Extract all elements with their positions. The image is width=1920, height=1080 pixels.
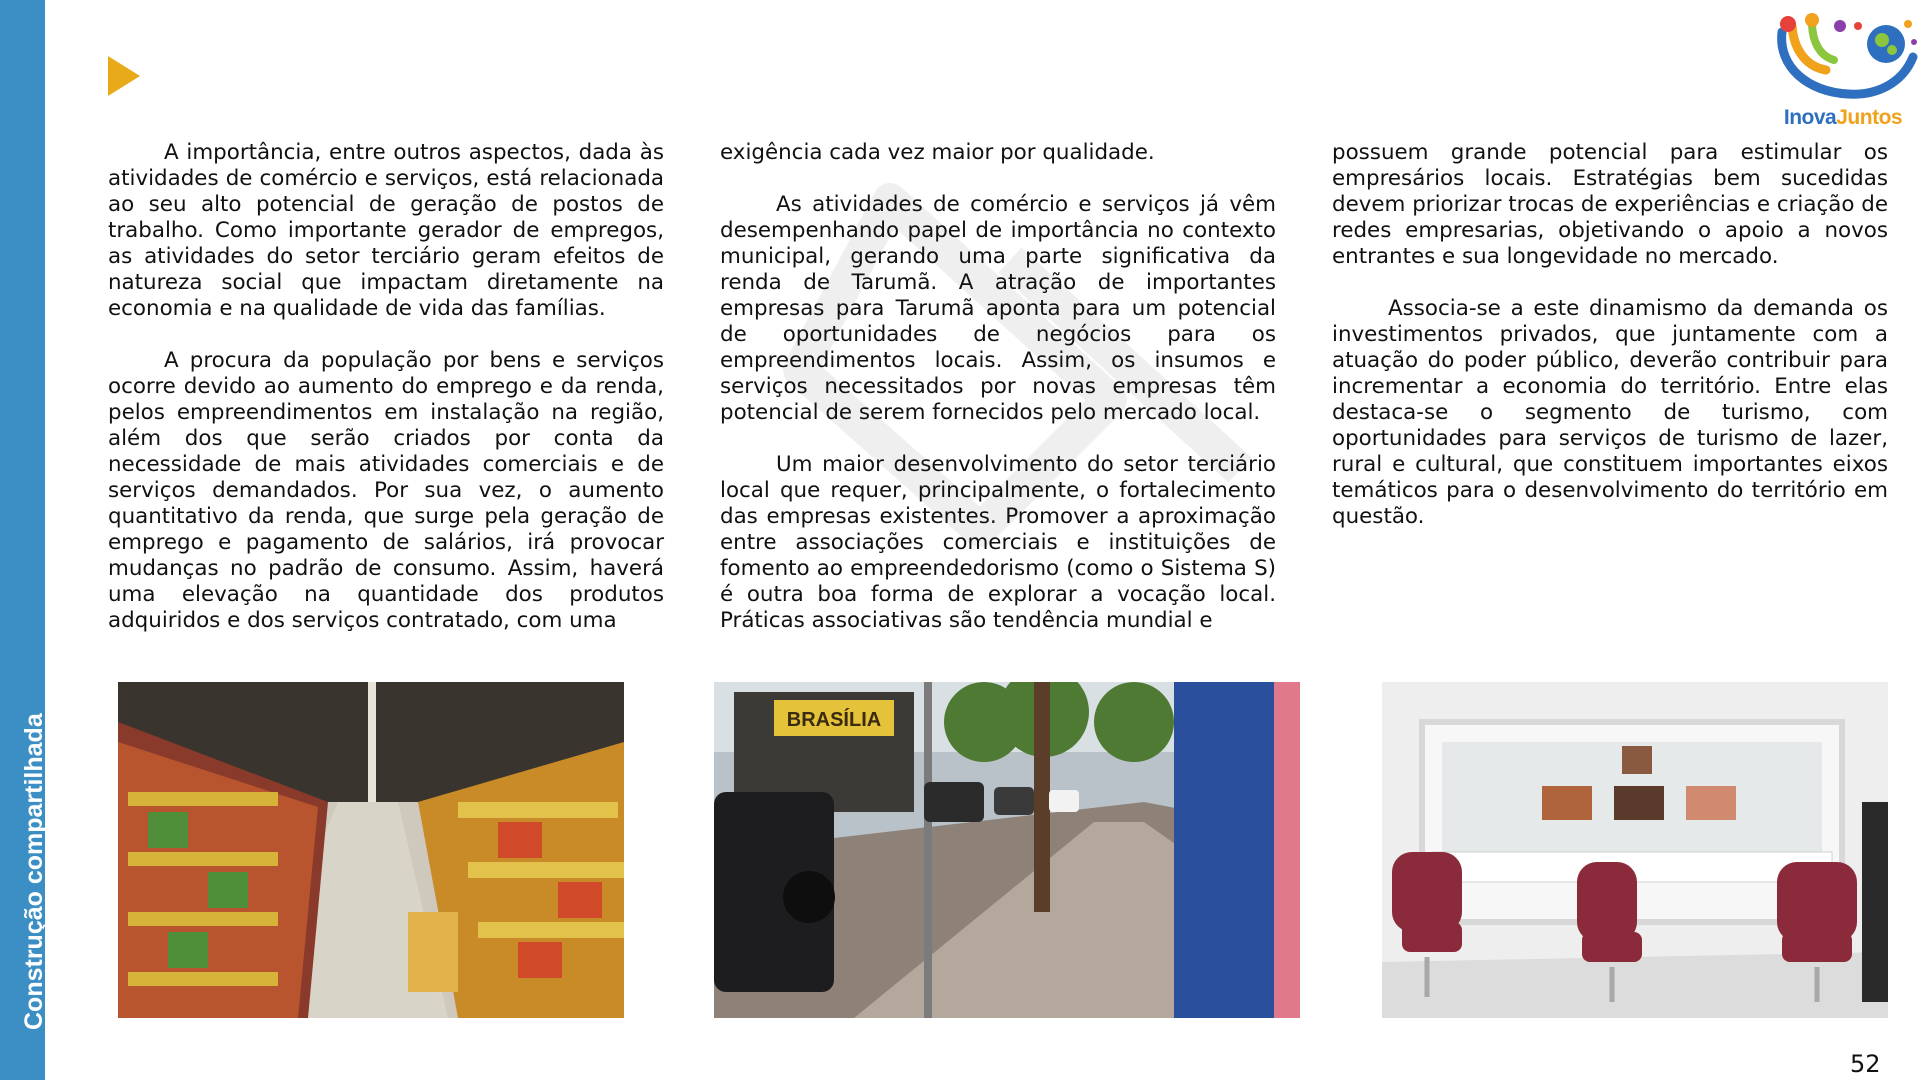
logo-wordmark: InovaJuntos [1783,106,1903,129]
paragraph: Associa-se a este dinamismo da demanda os investimentos privados, que juntamente com a atuação do poder público, deverão contribuir para incrementar a economia do território. Entre elas destaca-se o segmento de turismo, com oportunidades para serviços de turismo de lazer, rural e cultural, que constituem importantes eixos temáticos para o desenvolvimento do território em questão. [1332,296,1888,529]
paragraph: exigência cada vez maior por qualidade. [720,140,1155,165]
paragraph: A procura da população por bens e serviços ocorre devido ao aumento do emprego e da renda, pelos empreendimentos em instalação na região, além dos que serão criados por conta da necessidade de mais atividades comerciais e de serviços demandados. Por sua vez, o aumento quantitativo da renda, que surge pela geração de emprego e pagamento de salários, irá provocar mudanças no padrão de consumo. Assim, haverá uma elevação na quantidade dos produtos adquiridos e dos serviços contratado, com uma [108,348,664,633]
paragraph: Um maior desenvolvimento do setor terciário local que requer, principalmente, o fortalecimento das empresas existentes. Promover a aproximação entre associações comerciais e instituições de fomento ao empreendedorismo (como o Sistema S) é outra boa forma de explorar a vocação local. Práticas associativas são tendência mundial e [720,452,1276,633]
page-number: 52 [1850,1050,1881,1078]
text-column-3 [1332,140,1888,556]
logo-emblem-icon [1768,12,1918,112]
sidebar-label: Construção compartilhada [20,713,48,1030]
paragraph: possuem grande potencial para estimular os empresários locais. Estratégias bem sucedidas devem priorizar trocas de experiências e criação de redes empresarias, objetivando o apoio a novos entrantes e sua longevidade no mercado. [1332,140,1888,269]
street-sign-text: BRASÍLIA [786,709,882,731]
paragraph: As atividades de comércio e serviços já vêm desempenhando papel de importância no contexto municipal, gerando uma parte significativa da renda de Tarumã. A atração de importantes empresas para Tarumã aponta para um potencial de oportunidades de negócios para os empreendimentos locais. Assim, os insumos e serviços necessitados por novas empresas têm potencial de serem fornecidos pelo mercado local. [720,192,1276,425]
section-marker-icon [108,56,140,96]
paragraph: A importância, entre outros aspectos, dada às atividades de comércio e serviços, está relacionada ao seu alto potencial de geração de postos de trabalho. Como importante gerador de empregos, as atividades do setor terciário geram efeitos de natureza social que impactam diretamente na economia e na qualidade de vida das famílias. [108,140,664,321]
text-column-1 [108,140,664,660]
sidebar-band [0,0,48,1080]
photo-street [714,682,1300,1018]
photo-salon [1382,682,1888,1018]
logo [1768,12,1918,136]
text-column-2 [720,140,1276,660]
photo-supermarket [118,682,624,1018]
